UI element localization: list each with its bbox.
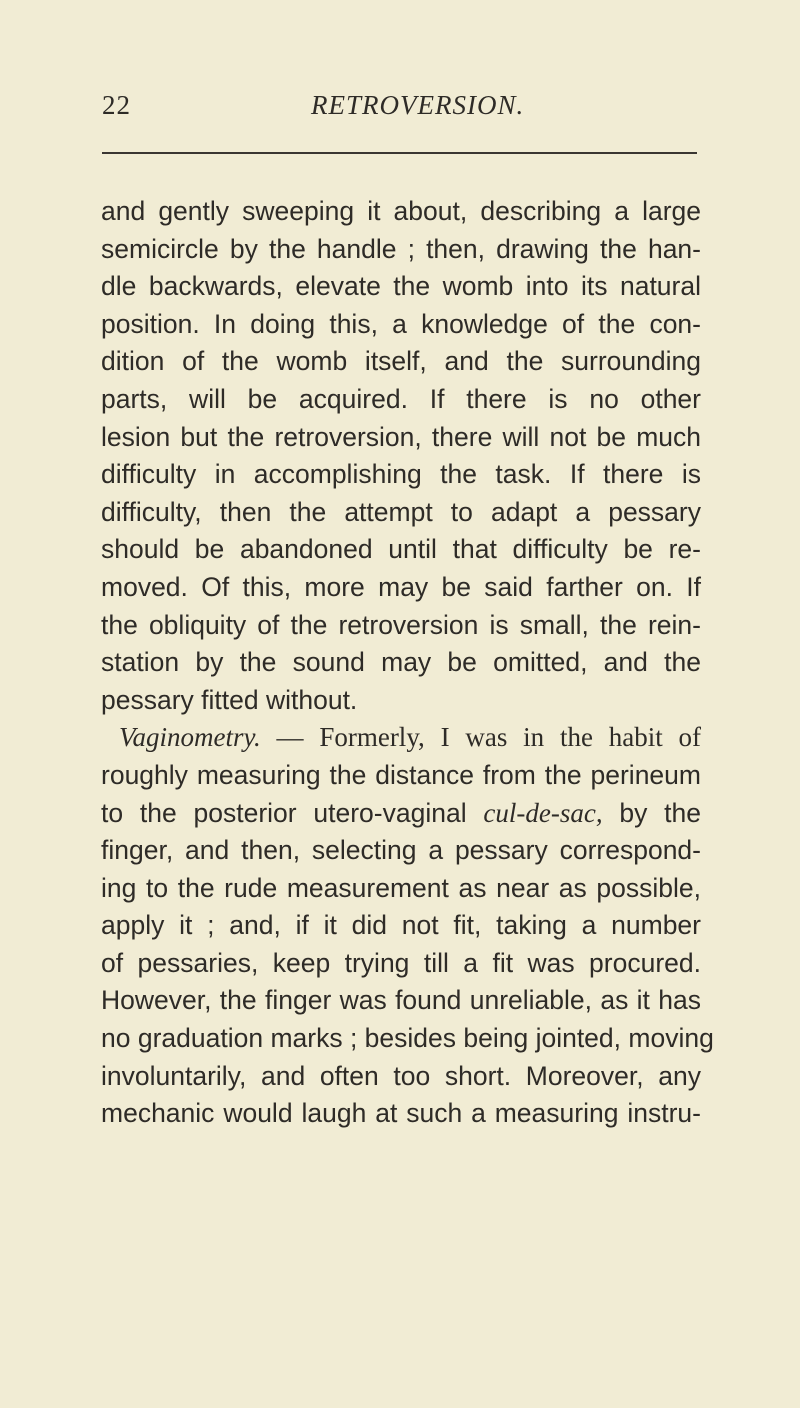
text-line: position. In doing this, a knowledge of the con- bbox=[101, 308, 701, 339]
text-line: moved. Of this, more may be said farther on. If bbox=[101, 571, 701, 602]
text-line: station by the sound may be omitted, and the bbox=[101, 647, 701, 678]
text-line: semicircle by the handle ; then, drawing the han- bbox=[101, 233, 701, 264]
body-text bbox=[101, 193, 714, 1133]
text-line: dition of the womb itself, and the surrounding bbox=[101, 346, 701, 377]
text-line: ing to the rude measurement as near as possible, bbox=[101, 872, 701, 903]
section-heading: Vaginometry. bbox=[119, 722, 261, 753]
line-part: by the bbox=[602, 797, 701, 828]
text-line: apply it ; and, if it did not fit, taking a number bbox=[101, 910, 701, 941]
page-number: 22 bbox=[102, 90, 131, 120]
text-line: lesion but the retroversion, there will not be much bbox=[101, 421, 701, 452]
text-line: mechanic would laugh at such a measuring instru- bbox=[101, 1098, 701, 1129]
line-part: to the posterior utero-vaginal bbox=[101, 797, 484, 828]
text-line: pessary fitted without. bbox=[101, 684, 358, 715]
section-heading-line bbox=[101, 719, 701, 757]
text-line: difficulty, then the attempt to adapt a pessary bbox=[101, 496, 701, 527]
text-line: roughly measuring the distance from the perineum bbox=[101, 759, 701, 790]
text-line-cul-de-sac bbox=[101, 795, 701, 833]
cul-de-sac-term: cul-de-sac, bbox=[483, 797, 603, 828]
text-line: dle backwards, elevate the womb into its natural bbox=[101, 271, 701, 302]
running-title: RETROVERSION. bbox=[311, 90, 525, 120]
text-line: and gently sweeping it about, describing a large bbox=[101, 196, 701, 226]
text-line: finger, and then, selecting a pessary correspond- bbox=[101, 835, 701, 866]
text-line: difficulty in accomplishing the task. If there is bbox=[101, 459, 701, 490]
text-line: of pessaries, keep trying till a fit was procured. bbox=[101, 947, 701, 978]
text-line: no graduation marks ; besides being jointed, moving bbox=[101, 1023, 714, 1054]
text-line: the obliquity of the retroversion is small, the rein- bbox=[101, 609, 701, 640]
heading-dash: — Formerly, I was in the habit of bbox=[260, 722, 701, 753]
text-line: involuntarily, and often too short. Moreover, any bbox=[101, 1060, 701, 1091]
text-line: parts, will be acquired. If there is no other bbox=[101, 383, 701, 414]
header-rule bbox=[102, 152, 697, 154]
text-line: However, the finger was found unreliable, as it has bbox=[101, 985, 701, 1016]
text-line: should be abandoned until that difficulty be re- bbox=[101, 534, 701, 565]
